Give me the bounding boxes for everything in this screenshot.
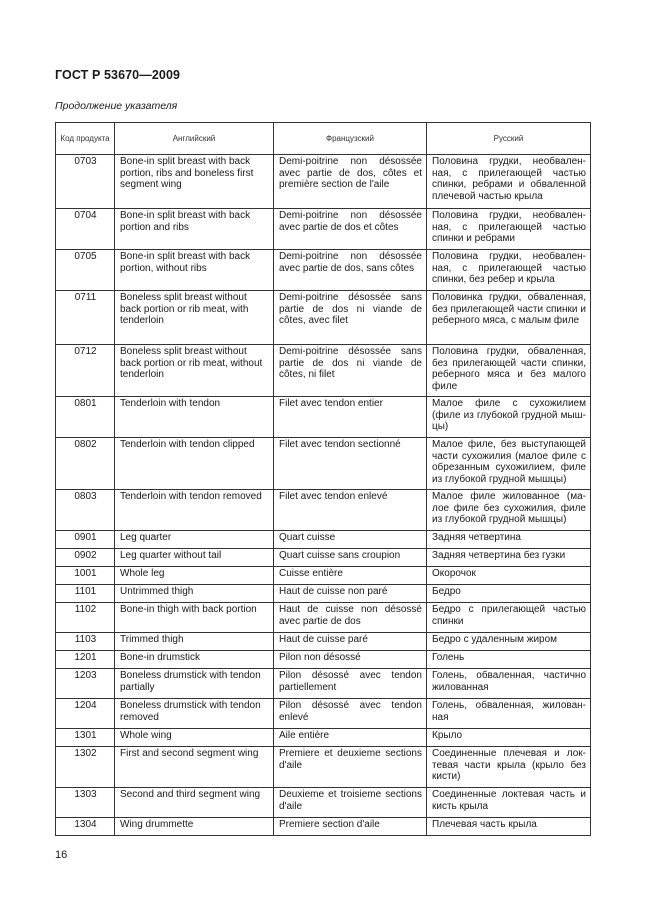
english-cell: Boneless split breast without back portion or rib meat, with tenderloin (115, 291, 274, 345)
code-cell: 1102 (56, 603, 115, 633)
code-cell: 0801 (56, 397, 115, 438)
russian-cell: Крыло (427, 729, 591, 747)
code-cell: 1201 (56, 651, 115, 669)
table-row (56, 651, 591, 669)
code-cell: 1103 (56, 633, 115, 651)
french-cell: Premiere et deuxieme sections d'aile (274, 747, 427, 788)
russian-cell: Плечевая часть крыла (427, 818, 591, 836)
document-subtitle: Продолжение указателя (55, 100, 178, 112)
french-cell: Haut de cuisse paré (274, 633, 427, 651)
russian-cell: Окорочок (427, 567, 591, 585)
header-french: Французский (274, 123, 427, 155)
table-row (56, 818, 591, 836)
french-cell: Pilon non désossé (274, 651, 427, 669)
code-cell: 1302 (56, 747, 115, 788)
french-cell: Demi-poitrine désossée sans partie de dos ni viande de côtes, avec filet (274, 291, 427, 345)
russian-cell: Голень (427, 651, 591, 669)
english-cell: Boneless split breast without back portion or rib meat, without tenderloin (115, 345, 274, 397)
code-cell: 0802 (56, 438, 115, 490)
french-cell: Premiere section d'aile (274, 818, 427, 836)
russian-cell: Бедро с удаленным жиром (427, 633, 591, 651)
english-cell: Untrimmed thigh (115, 585, 274, 603)
document-title: ГОСТ Р 53670—2009 (55, 68, 181, 82)
code-cell: 0901 (56, 531, 115, 549)
code-cell: 0712 (56, 345, 115, 397)
code-cell: 1204 (56, 699, 115, 729)
english-cell: Wing drummette (115, 818, 274, 836)
russian-cell: Соединенные локтевая часть и кисть крыла (427, 788, 591, 818)
english-cell: Second and third segment wing (115, 788, 274, 818)
english-cell: Boneless drumstick with tendon partially (115, 669, 274, 699)
russian-cell: Малое филе, без выступающей части сухожилия (малое филе с обрезанным сухожилием, филе из глубокой грудной мышцы) (427, 438, 591, 490)
french-cell: Demi-poitrine désossée sans partie de dos ni viande de côtes, ni filet (274, 345, 427, 397)
french-cell: Demi-poitrine non désossée avec partie de dos, côtes et première section de l'aile (274, 155, 427, 209)
code-cell: 1203 (56, 669, 115, 699)
french-cell: Filet avec tendon enlevé (274, 490, 427, 531)
code-cell: 1101 (56, 585, 115, 603)
product-index-table (55, 122, 591, 836)
code-cell: 1301 (56, 729, 115, 747)
russian-cell: Половинка грудки, обваленная, без прилегающей части спинки и реберного мяса, с малым филе (427, 291, 591, 345)
table-row (56, 788, 591, 818)
english-cell: Bone-in thigh with back portion (115, 603, 274, 633)
russian-cell: Половина грудки, обваленная, без прилегающей части спинки, реберного мяса и без малого филе (427, 345, 591, 397)
table-row (56, 490, 591, 531)
french-cell: Deuxieme et troisieme sections d'aile (274, 788, 427, 818)
code-cell: 1001 (56, 567, 115, 585)
russian-cell: Задняя четвертина (427, 531, 591, 549)
french-cell: Demi-poitrine non désossée avec partie de dos, sans côtes (274, 250, 427, 291)
russian-cell: Бедро с прилегающей частью спинки (427, 603, 591, 633)
page-number: 16 (55, 849, 68, 861)
english-cell: Bone-in drumstick (115, 651, 274, 669)
french-cell: Haut de cuisse non désossé avec partie de dos (274, 603, 427, 633)
table-row (56, 209, 591, 250)
english-cell: Whole leg (115, 567, 274, 585)
english-cell: Trimmed thigh (115, 633, 274, 651)
header-product-code: Код продукта (56, 123, 115, 155)
code-cell: 0902 (56, 549, 115, 567)
table-row (56, 633, 591, 651)
russian-cell: Малое филе с сухожилием (филе из глубокой грудной мыш-цы) (427, 397, 591, 438)
table-row (56, 669, 591, 699)
header-english: Английский (115, 123, 274, 155)
table-row (56, 250, 591, 291)
english-cell: Leg quarter without tail (115, 549, 274, 567)
french-cell: Filet avec tendon sectionné (274, 438, 427, 490)
table-row (56, 699, 591, 729)
french-cell: Demi-poitrine non désossée avec partie de dos et côtes (274, 209, 427, 250)
russian-cell: Соединенные плечевая и лок-тевая части крыла (крыло без кисти) (427, 747, 591, 788)
table-row (56, 438, 591, 490)
french-cell: Aile entière (274, 729, 427, 747)
english-cell: Bone-in split breast with back portion and ribs (115, 209, 274, 250)
russian-cell: Половина грудки, необвален-ная, с прилегающей частью спинки, без ребер и крыла (427, 250, 591, 291)
french-cell: Pilon désossé avec tendon partiellement (274, 669, 427, 699)
russian-cell: Половина грудки, необвален-ная, с прилегающей частью спинки и ребрами (427, 209, 591, 250)
table-header-row (56, 123, 591, 155)
russian-cell: Задняя четвертина без гузки (427, 549, 591, 567)
russian-cell: Голень, обваленная, жилован-ная (427, 699, 591, 729)
table-row (56, 345, 591, 397)
french-cell: Cuisse entière (274, 567, 427, 585)
english-cell: Tenderloin with tendon (115, 397, 274, 438)
header-russian: Русский (427, 123, 591, 155)
table-body (56, 155, 591, 836)
english-cell: Whole wing (115, 729, 274, 747)
french-cell: Quart cuisse sans croupion (274, 549, 427, 567)
table-row (56, 155, 591, 209)
table-row (56, 531, 591, 549)
english-cell: Leg quarter (115, 531, 274, 549)
french-cell: Haut de cuisse non paré (274, 585, 427, 603)
table-row (56, 603, 591, 633)
table-row (56, 397, 591, 438)
english-cell: Tenderloin with tendon removed (115, 490, 274, 531)
russian-cell: Бедро (427, 585, 591, 603)
english-cell: Tenderloin with tendon clipped (115, 438, 274, 490)
code-cell: 0704 (56, 209, 115, 250)
table-row (56, 747, 591, 788)
russian-cell: Половина грудки, необвален-ная, с прилегающей частью спинки, ребрами и обваленной плечевой частью крыла (427, 155, 591, 209)
code-cell: 0705 (56, 250, 115, 291)
code-cell: 1303 (56, 788, 115, 818)
table-row (56, 585, 591, 603)
table-row (56, 567, 591, 585)
table-row (56, 291, 591, 345)
russian-cell: Малое филе жилованное (ма-лое филе без сухожилия, филе из глубокой грудной мышцы) (427, 490, 591, 531)
table-row (56, 729, 591, 747)
french-cell: Filet avec tendon entier (274, 397, 427, 438)
english-cell: Bone-in split breast with back portion, ribs and boneless first segment wing (115, 155, 274, 209)
french-cell: Pilon désossé avec tendon enlevé (274, 699, 427, 729)
code-cell: 0703 (56, 155, 115, 209)
code-cell: 1304 (56, 818, 115, 836)
english-cell: Bone-in split breast with back portion, without ribs (115, 250, 274, 291)
table-row (56, 549, 591, 567)
code-cell: 0803 (56, 490, 115, 531)
code-cell: 0711 (56, 291, 115, 345)
russian-cell: Голень, обваленная, частично жилованная (427, 669, 591, 699)
french-cell: Quart cuisse (274, 531, 427, 549)
english-cell: Boneless drumstick with tendon removed (115, 699, 274, 729)
english-cell: First and second segment wing (115, 747, 274, 788)
